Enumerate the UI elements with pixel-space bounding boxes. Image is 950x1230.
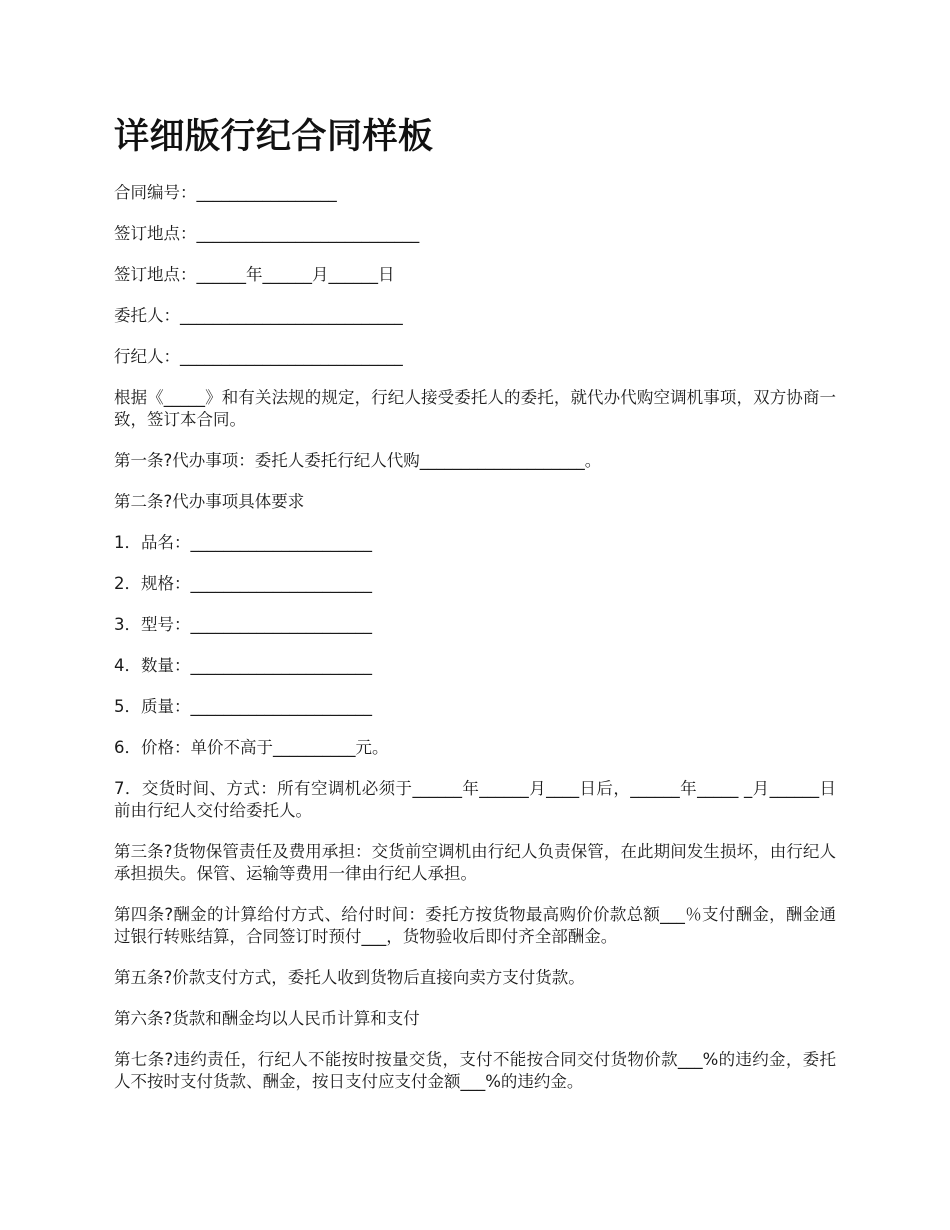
requirement-item-spec: 2．规格：______________________	[114, 574, 372, 593]
article-5: 第五条?价款支付方式，委托人收到货物后直接向卖方支付货款。	[114, 968, 585, 987]
commission-agent-line: 行纪人：___________________________	[114, 347, 403, 366]
article-3: 第三条?货物保管责任及费用承担：交货前空调机由行纪人负责保管，在此期间发生损坏，由行纪人承担损失。保管、运输等费用一律由行纪人承担。	[114, 842, 836, 883]
requirement-item-price: 6．价格：单价不高于__________元。	[114, 738, 389, 757]
article-1: 第一条?代办事项：委托人委托行纪人代购____________________。	[114, 451, 602, 470]
contract-page	[114, 112, 836, 1112]
article-6: 第六条?货款和酬金均以人民币计算和支付	[114, 1009, 420, 1028]
requirement-item-name: 1．品名：______________________	[114, 533, 372, 552]
principal-line: 委托人：___________________________	[114, 306, 403, 325]
signing-date-line: 签订地点：______年______月______日	[114, 265, 395, 284]
requirement-item-quantity: 4．数量：______________________	[114, 656, 372, 675]
requirement-item-model: 3．型号：______________________	[114, 615, 372, 634]
article-2-heading: 第二条?代办事项具体要求	[114, 492, 305, 511]
requirement-item-delivery: 7．交货时间、方式：所有空调机必须于______年______月____日后，______年_____ _月______日前由行纪人交付给委托人。	[114, 779, 836, 820]
article-7: 第七条?违约责任，行纪人不能按时按量交货，支付不能按合同交付货物价款___%的违约金，委托人不按时支付货款、酬金，按日支付应支付金额___%的违约金。	[114, 1050, 836, 1091]
preamble-paragraph: 根据《_____》和有关法规的规定，行纪人接受委托人的委托，就代办代购空调机事项，双方协商一致，签订本合同。	[114, 388, 836, 429]
document-title: 详细版行纪合同样板	[114, 117, 434, 157]
signing-place-line: 签订地点：___________________________	[114, 224, 420, 243]
contract-number-line: 合同编号：_________________	[114, 183, 337, 202]
article-4: 第四条?酬金的计算给付方式、给付时间：委托方按货物最高购价价款总额___％支付酬金，酬金通过银行转账结算，合同签订时预付___，货物验收后即付齐全部酬金。	[114, 905, 836, 946]
requirement-item-quality: 5．质量：______________________	[114, 697, 372, 716]
